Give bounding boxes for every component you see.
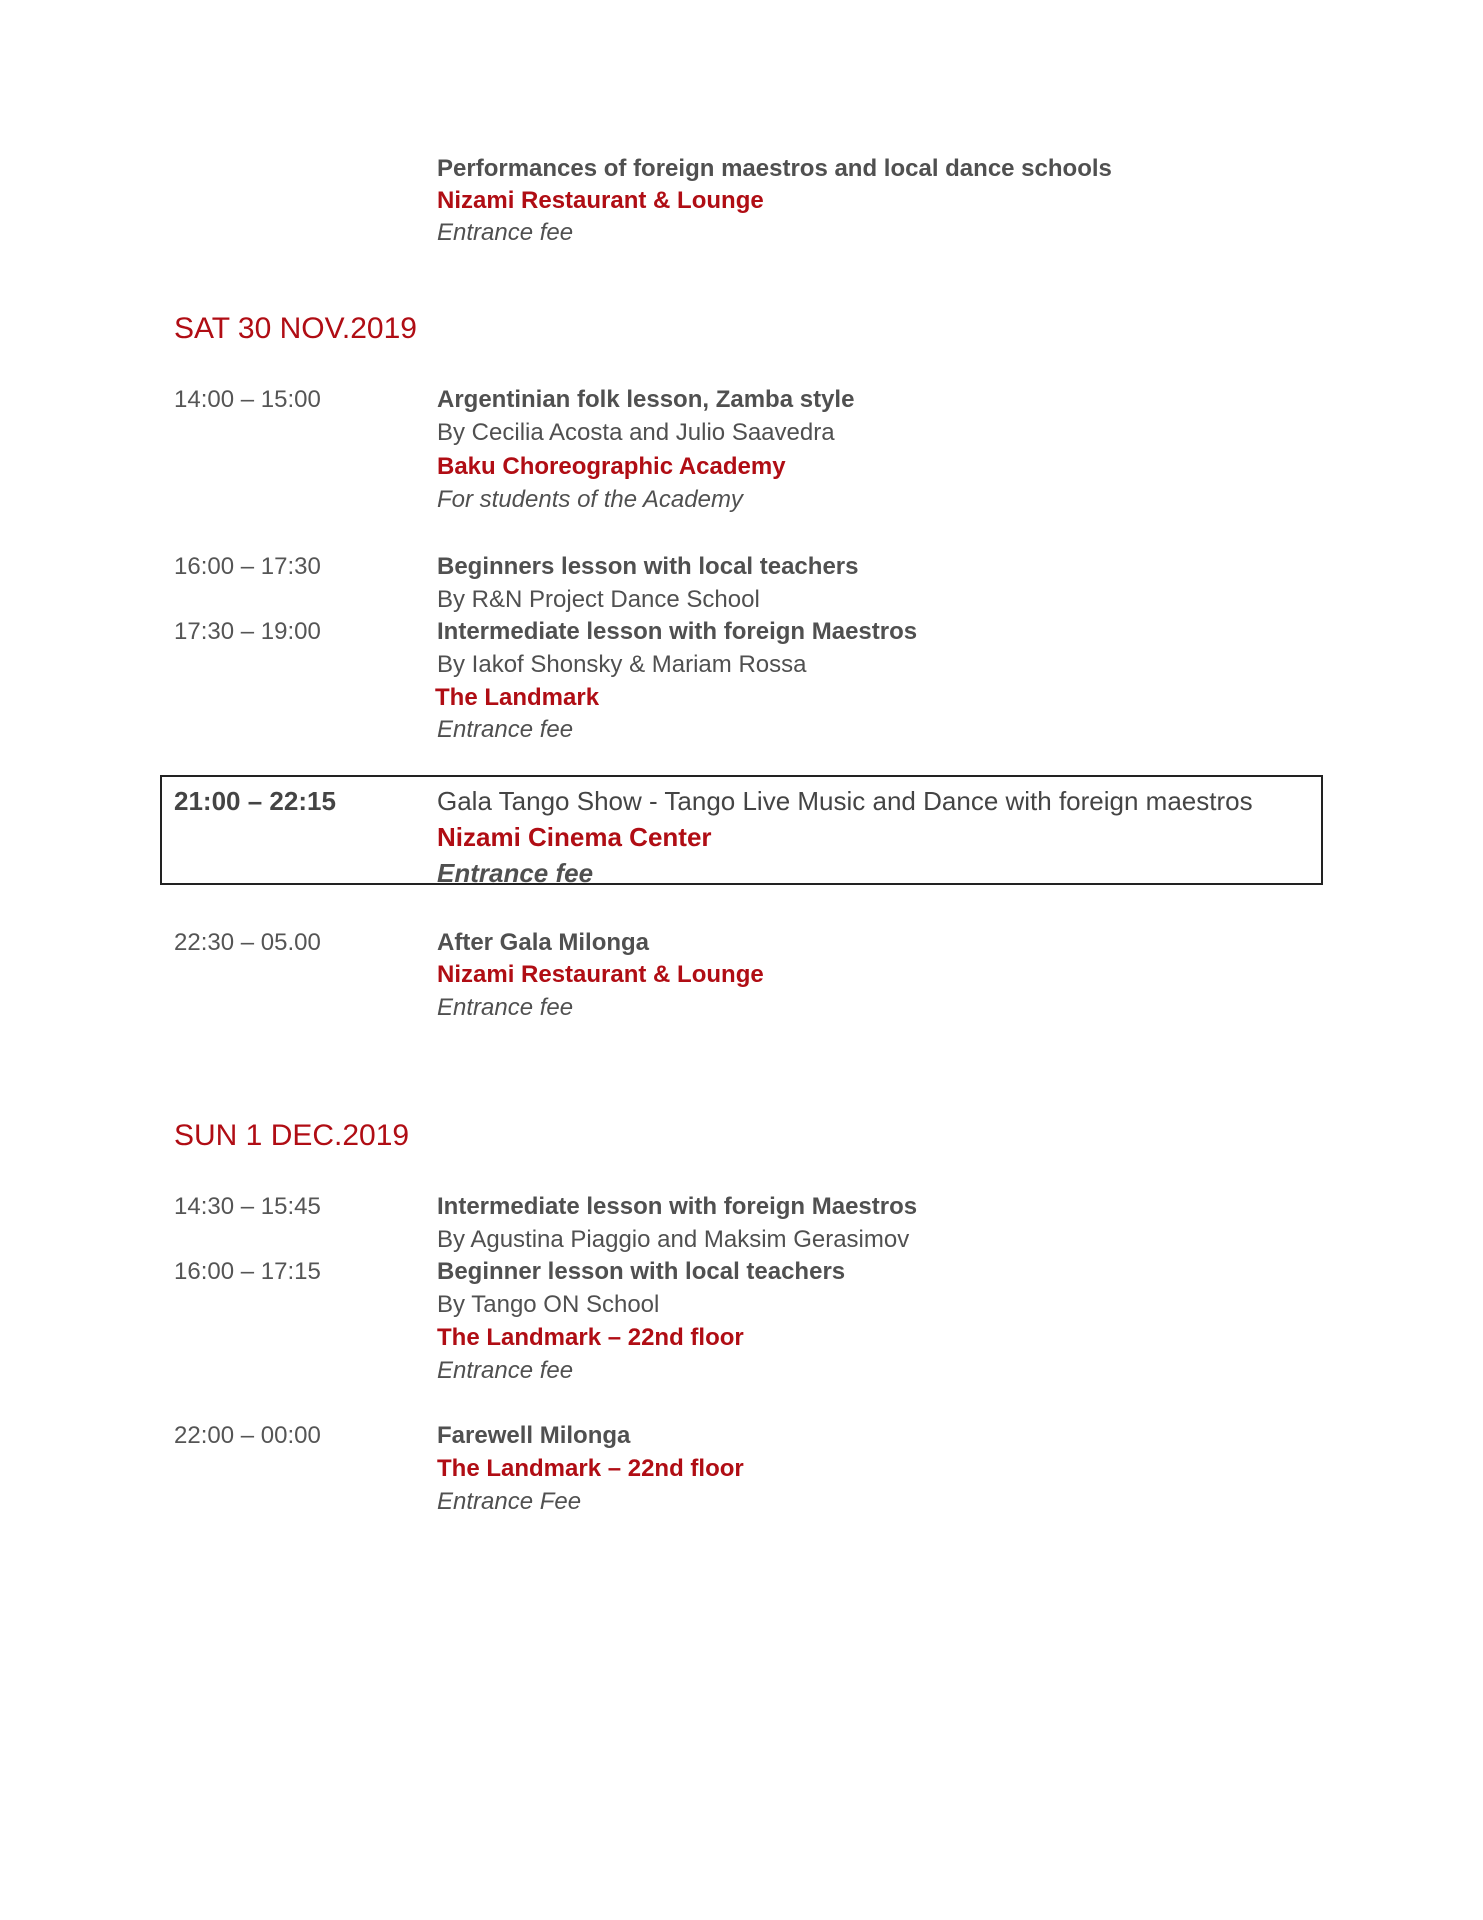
event-by: By Iakof Shonsky & Mariam Rossa	[437, 651, 807, 678]
event-title: Intermediate lesson with foreign Maestros	[437, 618, 918, 645]
event-fee: Entrance fee	[437, 994, 574, 1021]
event-time: 14:00 – 15:00	[174, 386, 321, 413]
day-heading-sun: SUN 1 DEC.2019	[174, 1119, 410, 1152]
event-time: 16:00 – 17:15	[174, 1258, 321, 1285]
event-by: By Tango ON School	[437, 1291, 660, 1318]
event-venue: The Landmark – 22nd floor	[437, 1455, 744, 1482]
event-by: By Cecilia Acosta and Julio Saavedra	[437, 419, 835, 446]
intro-venue: Nizami Restaurant & Lounge	[437, 187, 764, 214]
gala-venue: Nizami Cinema Center	[437, 822, 712, 852]
event-fee: Entrance fee	[437, 716, 574, 743]
event-title: After Gala Milonga	[437, 929, 650, 956]
event-fee: Entrance fee	[437, 1357, 574, 1384]
event-title: Beginner lesson with local teachers	[437, 1258, 846, 1285]
event-venue: The Landmark	[435, 684, 600, 711]
gala-title: Gala Tango Show - Tango Live Music and Dance with foreign maestros	[437, 786, 1253, 816]
intro-title: Performances of foreign maestros and local dance schools	[437, 155, 1112, 182]
event-venue: The Landmark – 22nd floor	[437, 1324, 744, 1351]
event-time: 22:00 – 00:00	[174, 1422, 321, 1449]
event-time: 17:30 – 19:00	[174, 618, 321, 645]
gala-fee: Entrance fee	[437, 858, 594, 888]
event-by: By R&N Project Dance School	[437, 586, 760, 613]
event-time: 16:00 – 17:30	[174, 553, 321, 580]
event-title: Beginners lesson with local teachers	[437, 553, 859, 580]
event-venue: Nizami Restaurant & Lounge	[437, 961, 764, 988]
event-title: Argentinian folk lesson, Zamba style	[437, 386, 855, 413]
intro-fee: Entrance fee	[437, 219, 574, 246]
event-fee: For students of the Academy	[437, 486, 743, 513]
event-by: By Agustina Piaggio and Maksim Gerasimov	[437, 1226, 910, 1253]
event-venue: Baku Choreographic Academy	[437, 453, 786, 480]
event-time: 14:30 – 15:45	[174, 1193, 321, 1220]
event-title: Intermediate lesson with foreign Maestros	[437, 1193, 918, 1220]
event-time: 22:30 – 05.00	[174, 929, 321, 956]
event-title: Farewell Milonga	[437, 1422, 631, 1449]
gala-time: 21:00 – 22:15	[174, 786, 336, 816]
event-fee: Entrance Fee	[437, 1488, 582, 1515]
day-heading-sat: SAT 30 NOV.2019	[174, 312, 417, 345]
